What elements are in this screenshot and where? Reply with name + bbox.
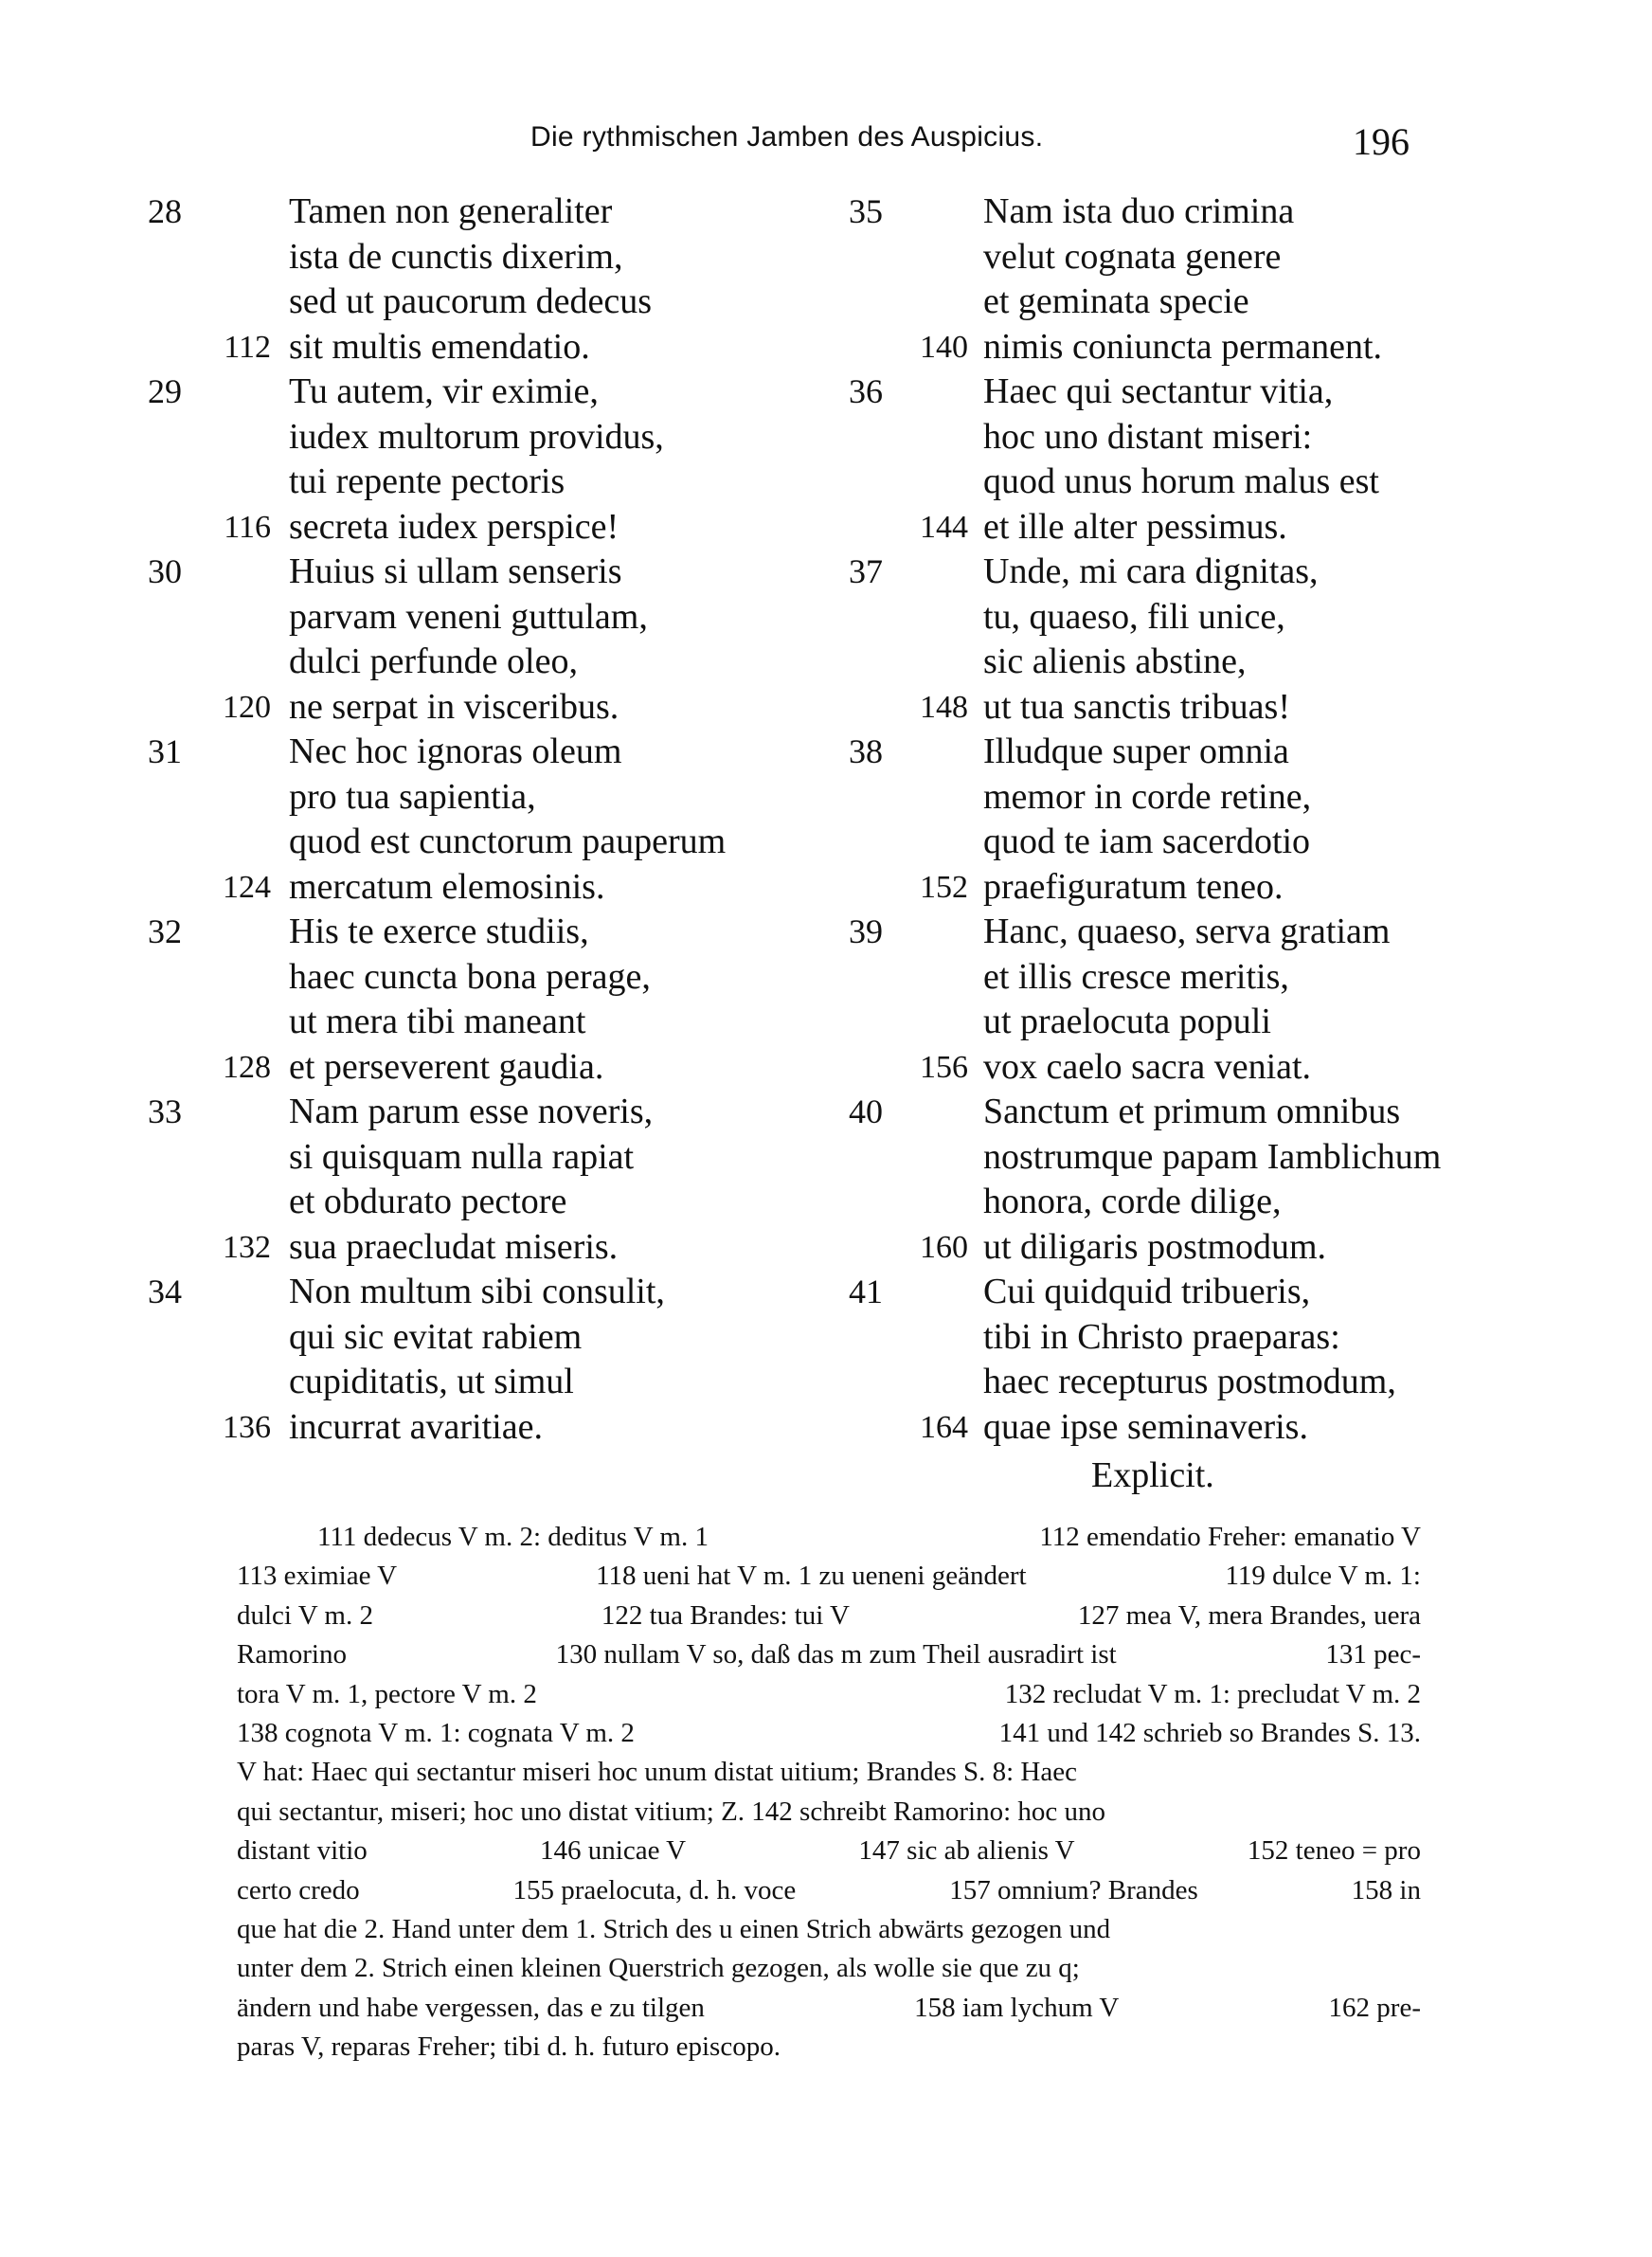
verse-text: ut praelocuta populi [983, 1002, 1271, 1041]
verse-line [142, 550, 824, 595]
stanza [142, 1270, 824, 1450]
apparatus-entry: 113 eximiae V [237, 1561, 398, 1592]
stanza [142, 1090, 824, 1270]
apparatus-entry: 131 pec- [1325, 1639, 1421, 1670]
verse-line [834, 1360, 1544, 1405]
verse-text: Non multum sibi consulit, [289, 1272, 665, 1311]
stanza [142, 550, 824, 730]
verse-text: haec recepturus postmodum, [983, 1362, 1396, 1401]
verse-line [834, 550, 1544, 595]
verse-line [142, 1405, 824, 1451]
stanza-number: 39 [849, 912, 883, 950]
verse-text: quod te iam sacerdotio [983, 822, 1311, 861]
verse-text: et geminata specie [983, 281, 1249, 321]
apparatus-entry: paras V, reparas Freher; tibi d. h. futuro episcopo. [237, 2031, 781, 2063]
stanza [834, 190, 1544, 370]
apparatus-entry: 147 sic ab alienis V [858, 1835, 1075, 1867]
line-number: 148 [920, 689, 968, 725]
stanza [142, 190, 824, 370]
verse-text: sit multis emendatio. [289, 326, 590, 367]
verse-text: mercatum elemosinis. [289, 866, 605, 907]
apparatus-entry: 112 emendatio Freher: emanatio V [1039, 1522, 1421, 1552]
verse-text: parvam veneni guttulam, [289, 596, 648, 637]
apparatus-entry: unter dem 2. Strich einen kleinen Querstrich gezogen, als wolle sie que zu q; [237, 1953, 1080, 1984]
apparatus-line [237, 1714, 1421, 1753]
verse-text: iudex multorum providus, [289, 416, 664, 457]
stanza [834, 370, 1544, 550]
stanza-number: 37 [849, 552, 883, 590]
verse-line [142, 910, 824, 955]
poem-column-left [142, 190, 824, 1450]
verse-line [834, 325, 1544, 370]
verse-line [142, 595, 824, 641]
verse-text: honora, corde dilige, [983, 1182, 1282, 1221]
stanza-number: 36 [849, 372, 883, 410]
verse-text: sua praecludat miseris. [289, 1226, 619, 1267]
verse-text: Huius si ullam senseris [289, 551, 622, 591]
verse-line [834, 775, 1544, 821]
verse-text: ista de cunctis dixerim, [289, 236, 623, 277]
stanza [142, 730, 824, 910]
stanza [142, 370, 824, 550]
apparatus-entry: 158 in [1351, 1874, 1421, 1905]
apparatus-entry: 146 unicae V [540, 1835, 687, 1867]
verse-line [834, 595, 1544, 641]
line-number: 140 [920, 329, 968, 365]
verse-text: tibi in Christo praeparas: [983, 1316, 1340, 1357]
apparatus-line [237, 1793, 1421, 1832]
page-number: 196 [1353, 120, 1410, 163]
apparatus-entry: distant vitio [237, 1835, 368, 1867]
verse-text: et perseverent gaudia. [289, 1046, 604, 1087]
line-number: 144 [920, 509, 968, 545]
verse-line [142, 685, 824, 731]
verse-text: et obdurato pectore [289, 1182, 567, 1221]
verse-text: sed ut paucorum dedecus [289, 281, 653, 321]
verse-text: His te exerce studiis, [289, 912, 589, 951]
verse-text: Nec hoc ignoras oleum [289, 731, 622, 771]
verse-text: ut mera tibi maneant [289, 1002, 586, 1041]
verse-line [142, 640, 824, 685]
verse-line [834, 1000, 1544, 1045]
line-number: 124 [223, 869, 271, 905]
verse-text: nimis coniuncta permanent. [983, 326, 1383, 367]
verse-line [834, 460, 1544, 505]
stanza-number: 30 [148, 552, 182, 590]
verse-text: Tamen non generaliter [289, 191, 613, 231]
verse-text: Cui quidquid tribueris, [983, 1272, 1311, 1311]
poem-column-right [834, 190, 1544, 1450]
stanza-number: 38 [849, 732, 883, 770]
apparatus-line [237, 1989, 1421, 2028]
verse-line [142, 505, 824, 551]
line-number: 128 [223, 1049, 271, 1085]
verse-text: tu, quaeso, fili unice, [983, 596, 1285, 637]
verse-text: ut diligaris postmodum. [983, 1226, 1327, 1267]
apparatus-entry: 122 tua Brandes: tui V [601, 1599, 850, 1631]
verse-line [142, 370, 824, 415]
apparatus-line [237, 1910, 1421, 1949]
verse-text: quod unus horum malus est [983, 461, 1379, 501]
apparatus-entry: dulci V m. 2 [237, 1599, 373, 1631]
apparatus-entry: 138 cognota V m. 1: cognata V m. 2 [237, 1717, 635, 1748]
apparatus-entry: 152 teneo = pro [1247, 1835, 1421, 1867]
verse-text: dulci perfunde oleo, [289, 641, 578, 681]
verse-text: memor in corde retine, [983, 776, 1312, 817]
verse-line [142, 1090, 824, 1135]
apparatus-entry: ändern und habe vergessen, das e zu tilgen [237, 1992, 705, 2023]
apparatus-line [237, 1753, 1421, 1792]
verse-line [142, 1360, 824, 1405]
verse-text: Illudque super omnia [983, 731, 1289, 771]
verse-text: quae ipse seminaveris. [983, 1406, 1308, 1447]
verse-line [142, 235, 824, 280]
apparatus-entry: que hat die 2. Hand unter dem 1. Strich des u einen Strich abwärts gezogen und [237, 1913, 1111, 1944]
line-number: 136 [223, 1409, 271, 1445]
verse-line [834, 820, 1544, 865]
verse-line [142, 415, 824, 460]
verse-text: haec cuncta bona perage, [289, 956, 651, 997]
verse-line [142, 865, 824, 911]
verse-line [142, 190, 824, 235]
apparatus-entry: 118 ueni hat V m. 1 zu ueneni geändert [596, 1561, 1027, 1592]
verse-line [142, 325, 824, 370]
apparatus-line [237, 1832, 1421, 1870]
verse-line [834, 235, 1544, 280]
verse-line [142, 1225, 824, 1271]
apparatus-entry: 111 dedecus V m. 2: deditus V m. 1 [317, 1522, 709, 1552]
stanza-number: 41 [849, 1273, 883, 1310]
explicit-label: Explicit. [1091, 1455, 1214, 1495]
verse-text: qui sic evitat rabiem [289, 1316, 583, 1357]
verse-text: Nam parum esse noveris, [289, 1092, 654, 1131]
line-number: 116 [224, 509, 271, 545]
verse-text: hoc uno distant miseri: [983, 416, 1313, 457]
verse-text: et ille alter pessimus. [983, 506, 1287, 547]
apparatus-entry: 158 iam lychum V [914, 1992, 1120, 2023]
verse-line [142, 1270, 824, 1315]
verse-line [834, 685, 1544, 731]
apparatus-line [237, 1557, 1421, 1596]
verse-line [834, 1180, 1544, 1225]
verse-text: Hanc, quaeso, serva gratiam [983, 912, 1391, 951]
verse-line [142, 1180, 824, 1225]
apparatus-entry: 130 nullam V so, daß das m zum Theil ausradirt ist [555, 1639, 1117, 1670]
line-number: 156 [920, 1049, 968, 1085]
line-number: 120 [223, 689, 271, 725]
verse-line [142, 1315, 824, 1361]
verse-line [142, 730, 824, 775]
verse-text: Nam ista duo crimina [983, 191, 1295, 231]
verse-line [834, 370, 1544, 415]
verse-line [142, 955, 824, 1001]
critical-apparatus [237, 1518, 1421, 2067]
running-title: Die rythmischen Jamben des Auspicius. [530, 121, 1044, 153]
line-number: 152 [920, 869, 968, 905]
stanza-number: 32 [148, 912, 182, 950]
apparatus-line [237, 1871, 1421, 1910]
verse-text: velut cognata genere [983, 236, 1282, 277]
apparatus-entry: 162 pre- [1328, 1992, 1421, 2023]
verse-line [834, 1270, 1544, 1315]
verse-text: Tu autem, vir eximie, [289, 371, 599, 411]
verse-line [142, 460, 824, 505]
apparatus-entry: 141 und 142 schrieb so Brandes S. 13. [998, 1717, 1421, 1748]
stanza [834, 1090, 1544, 1270]
verse-line [142, 280, 824, 325]
stanza-number: 31 [148, 732, 182, 770]
apparatus-line [237, 1518, 1421, 1557]
line-number: 132 [223, 1229, 271, 1265]
verse-text: sic alienis abstine, [983, 641, 1247, 681]
verse-text: vox caelo sacra veniat. [983, 1046, 1312, 1087]
verse-line [834, 1090, 1544, 1135]
apparatus-entry: 127 mea V, mera Brandes, uera [1077, 1599, 1421, 1631]
apparatus-entry: 132 recludat V m. 1: precludat V m. 2 [1004, 1678, 1421, 1709]
stanza-number: 40 [849, 1092, 883, 1130]
verse-line [834, 730, 1544, 775]
verse-line [834, 640, 1544, 685]
verse-line [834, 505, 1544, 551]
apparatus-line [237, 1597, 1421, 1635]
stanza [834, 1270, 1544, 1450]
verse-text: nostrumque papam Iamblichum [983, 1136, 1442, 1177]
apparatus-entry: 119 dulce V m. 1: [1225, 1561, 1421, 1592]
line-number: 160 [920, 1229, 968, 1265]
verse-line [834, 1315, 1544, 1361]
line-number: 164 [920, 1409, 968, 1445]
verse-line [834, 1135, 1544, 1181]
apparatus-line [237, 1949, 1421, 1988]
stanza-number: 35 [849, 192, 883, 230]
apparatus-line [237, 2028, 1421, 2067]
apparatus-entry: certo credo [237, 1874, 360, 1905]
verse-line [834, 1225, 1544, 1271]
apparatus-entry: tora V m. 1, pectore V m. 2 [237, 1678, 537, 1709]
verse-line [142, 775, 824, 821]
verse-line [142, 820, 824, 865]
line-number: 112 [224, 329, 271, 365]
apparatus-entry: Ramorino [237, 1639, 347, 1670]
stanza-number: 28 [148, 192, 182, 230]
verse-text: pro tua sapientia, [289, 776, 536, 817]
verse-text: quod est cunctorum pauperum [289, 822, 727, 861]
verse-line [834, 190, 1544, 235]
verse-text: praefiguratum teneo. [983, 866, 1284, 907]
stanza-number: 33 [148, 1092, 182, 1130]
apparatus-line [237, 1675, 1421, 1714]
verse-line [834, 910, 1544, 955]
verse-text: Haec qui sectantur vitia, [983, 371, 1334, 411]
verse-line [834, 1405, 1544, 1451]
verse-text: ut tua sanctis tribuas! [983, 686, 1290, 727]
apparatus-entry: qui sectantur, miseri; hoc uno distat vitium; Z. 142 schreibt Ramorino: hoc uno [237, 1796, 1106, 1827]
stanza [834, 910, 1544, 1090]
stanza-number: 29 [148, 372, 182, 410]
verse-text: si quisquam nulla rapiat [289, 1136, 635, 1177]
verse-text: cupiditatis, ut simul [289, 1362, 574, 1401]
stanza-number: 34 [148, 1273, 182, 1310]
stanza [834, 730, 1544, 910]
verse-line [834, 1045, 1544, 1091]
verse-line [142, 1045, 824, 1091]
verse-line [834, 280, 1544, 325]
verse-line [834, 955, 1544, 1001]
verse-text: ne serpat in visceribus. [289, 686, 620, 727]
apparatus-entry: 157 omnium? Brandes [949, 1874, 1198, 1905]
verse-line [142, 1135, 824, 1181]
stanza [834, 550, 1544, 730]
verse-line [834, 865, 1544, 911]
verse-line [142, 1000, 824, 1045]
verse-text: secreta iudex perspice! [289, 506, 620, 547]
stanza [142, 910, 824, 1090]
apparatus-entry: V hat: Haec qui sectantur miseri hoc unum distat uitium; Brandes S. 8: Haec [237, 1757, 1077, 1788]
verse-text: et illis cresce meritis, [983, 956, 1289, 997]
verse-text: Unde, mi cara dignitas, [983, 551, 1319, 591]
apparatus-line [237, 1635, 1421, 1674]
verse-text: tui repente pectoris [289, 461, 566, 501]
verse-text: incurrat avaritiae. [289, 1406, 543, 1447]
verse-text: Sanctum et primum omnibus [983, 1092, 1401, 1131]
apparatus-entry: 155 praelocuta, d. h. voce [512, 1874, 797, 1905]
verse-line [834, 415, 1544, 460]
